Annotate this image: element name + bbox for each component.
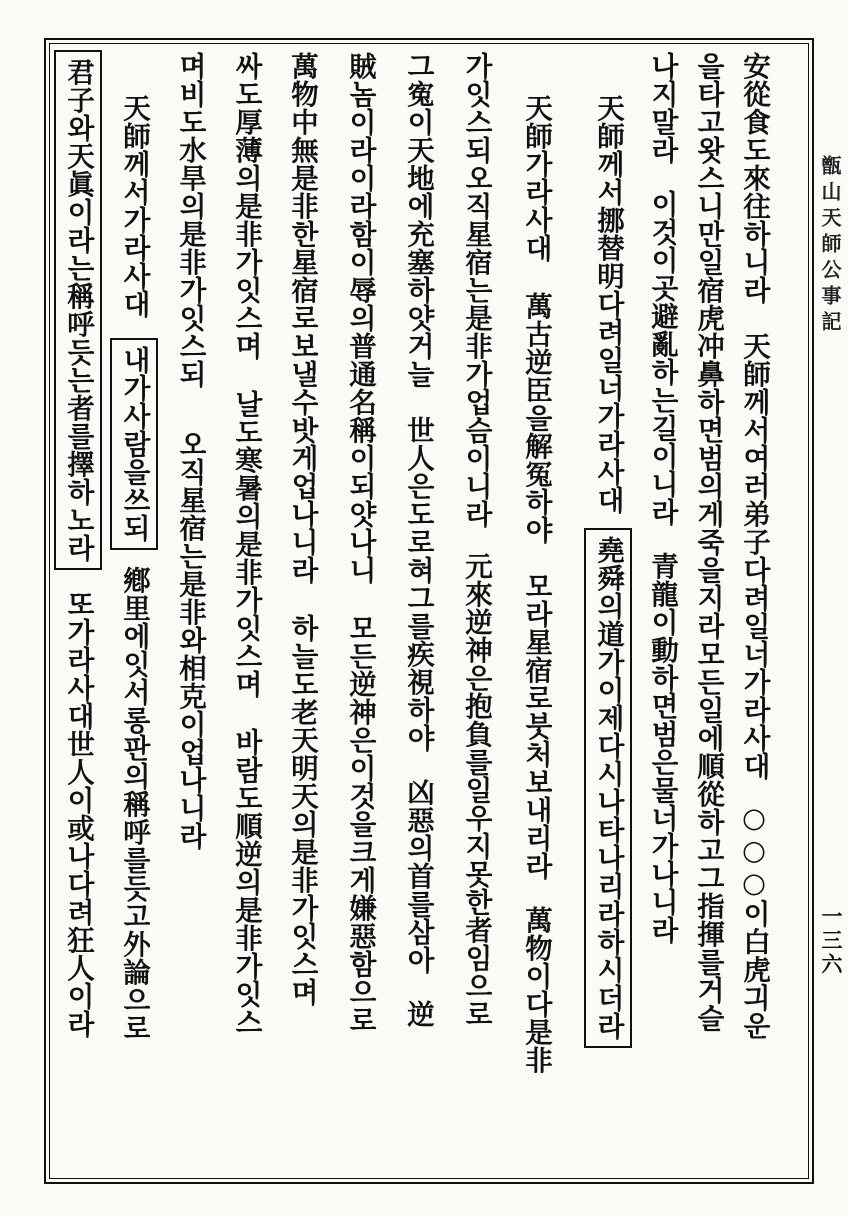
text-segment: 青龍이動하면범은물너가나니라 <box>646 552 678 944</box>
text-segment: 天師가라사대 <box>520 94 552 262</box>
boxed-heading: 堯舜의道가이제다시나타나리라하시더라 <box>584 528 632 1048</box>
text-segment: 또가라사대世人이或나다려狂人이라 <box>62 590 94 1038</box>
running-title: 甑山天師公事記 <box>818 155 842 337</box>
text-segment: 世人은도로혀그를疾視하야 <box>402 416 434 752</box>
text-segment: ○○○이白虎긔운 <box>738 802 770 1040</box>
text-column <box>226 52 266 1036</box>
text-segment: 賊놈이라이라함이辱의普通名稱이되얏나니 <box>344 52 376 584</box>
text-segment: 을타고왓스니만일宿虎冲鼻하면범의게죽을지라모든일에順從하고그指揮를거슬 <box>692 52 724 1032</box>
text-segment: 凶惡의首를삼아 <box>402 778 434 974</box>
text-segment: 그寃이天地에充塞하얏거늘 <box>402 52 434 388</box>
text-segment: 날도寒暑의是非가잇스며 <box>230 390 262 698</box>
text-column <box>642 52 682 944</box>
text-column <box>282 52 322 1006</box>
text-segment: 天師께서挪替明다려일너가라사대 <box>592 94 624 514</box>
text-segment: 모든逆神은이것을크게嫌惡함으로 <box>344 614 376 1034</box>
text-segment: 逆 <box>402 1000 434 1028</box>
text-segment: 萬物이다是非 <box>520 906 552 1074</box>
text-segment: 모라星宿로붓처보내리라 <box>520 572 552 880</box>
text-column <box>516 52 556 1074</box>
text-segment: 天師께서가라사대 <box>118 94 150 318</box>
text-segment: 萬古逆臣을解冤하야 <box>520 292 552 544</box>
text-segment: 싸도厚薄의是非가잇스며 <box>230 52 262 360</box>
text-column <box>688 52 728 1032</box>
text-segment: 나지말라 <box>646 52 678 164</box>
text-column <box>456 52 496 1028</box>
text-segment: 鄕里에잇서롱판의稱呼를듯고外論으로 <box>118 566 150 1042</box>
text-segment: 이것이곳避亂하는길이니라 <box>646 190 678 526</box>
text-segment: 元來逆神은抱負를일우지못한者임으로 <box>460 552 492 1028</box>
text-segment: 하늘도老天明天의是非가잇스며 <box>286 614 318 1006</box>
text-column <box>734 52 774 1040</box>
text-column <box>398 52 438 1028</box>
text-segment: 天師께서여러弟子다려일너가라사대 <box>738 332 770 780</box>
text-column <box>340 52 380 1034</box>
text-segment: 安從食도來往하니라 <box>738 52 770 304</box>
text-column <box>170 52 210 850</box>
text-column <box>584 52 632 1048</box>
boxed-heading: 君子와天眞이라는稱呼듯는者를擇하노라 <box>54 50 102 570</box>
text-segment: 萬物中無是非한星宿로보낼수밧게업나니라 <box>286 52 318 584</box>
text-segment: 가잇스되오직星宿는是非가업슴이니라 <box>460 52 492 528</box>
text-segment: 오직星宿는是非와相克이업나니라 <box>174 430 206 850</box>
page-number: 一三六 <box>819 905 844 977</box>
text-segment: 며비도水旱의是非가잇스되 <box>174 52 206 388</box>
text-segment: 바람도順逆의是非가잇스 <box>230 728 262 1036</box>
text-column <box>110 52 158 1042</box>
boxed-heading: 내가사람을쓰되 <box>110 338 158 550</box>
text-column <box>54 50 102 1038</box>
